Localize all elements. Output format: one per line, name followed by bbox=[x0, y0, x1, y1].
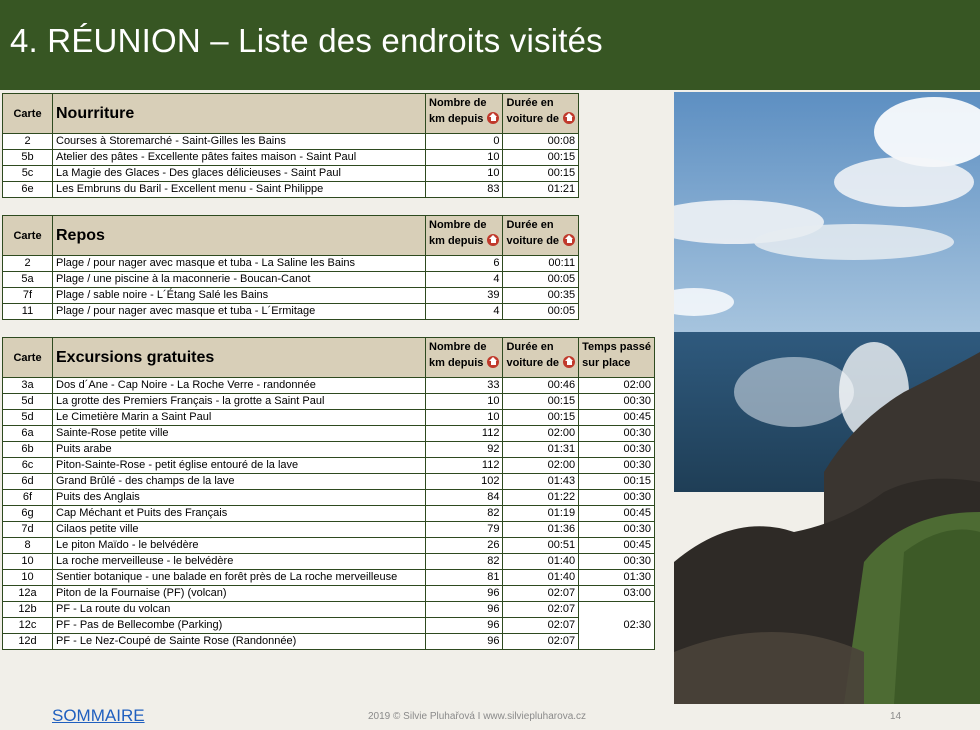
temps-cell: 00:30 bbox=[579, 522, 655, 538]
km-cell: 82 bbox=[426, 506, 503, 522]
carte-cell: 10 bbox=[3, 554, 53, 570]
coast-photo bbox=[674, 92, 980, 704]
description-cell: Dos d´Ane - Cap Noire - La Roche Verre - randonnée bbox=[53, 378, 426, 394]
description-cell: La roche merveilleuse - le belvédère bbox=[53, 554, 426, 570]
duree-cell: 02:07 bbox=[503, 618, 579, 634]
home-icon bbox=[563, 356, 575, 368]
km-cell: 81 bbox=[426, 570, 503, 586]
carte-cell: 6g bbox=[3, 506, 53, 522]
page-number: 14 bbox=[890, 711, 902, 722]
table-row bbox=[3, 426, 655, 442]
km-cell: 10 bbox=[426, 394, 503, 410]
carte-cell: 5d bbox=[3, 394, 53, 410]
description-cell: Courses à Storemarché - Saint-Gilles les Bains bbox=[53, 134, 426, 150]
table-row bbox=[3, 586, 655, 602]
duree-cell: 01:40 bbox=[503, 554, 579, 570]
km-cell: 83 bbox=[426, 182, 503, 198]
col-km: Nombre de km depuis bbox=[426, 338, 503, 378]
duree-cell: 01:21 bbox=[503, 182, 579, 198]
km-cell: 102 bbox=[426, 474, 503, 490]
carte-cell: 3a bbox=[3, 378, 53, 394]
carte-cell: 5c bbox=[3, 166, 53, 182]
description-cell: Plage / pour nager avec masque et tuba - L´Ermitage bbox=[53, 304, 426, 320]
km-cell: 4 bbox=[426, 272, 503, 288]
table-row bbox=[3, 182, 579, 198]
temps-cell: 00:30 bbox=[579, 554, 655, 570]
table-row bbox=[3, 394, 655, 410]
temps-cell: 00:30 bbox=[579, 458, 655, 474]
km-cell: 39 bbox=[426, 288, 503, 304]
home-icon bbox=[487, 112, 499, 124]
km-cell: 33 bbox=[426, 378, 503, 394]
table-excursions bbox=[2, 337, 655, 650]
col-km: Nombre de km depuis bbox=[426, 216, 503, 256]
km-cell: 112 bbox=[426, 426, 503, 442]
duree-cell: 00:11 bbox=[503, 256, 579, 272]
description-cell: Puits arabe bbox=[53, 442, 426, 458]
col-temps: Temps passé sur place bbox=[579, 338, 655, 378]
km-cell: 96 bbox=[426, 634, 503, 650]
col-carte: Carte bbox=[3, 216, 53, 256]
duree-cell: 01:19 bbox=[503, 506, 579, 522]
temps-cell: 02:00 bbox=[579, 378, 655, 394]
description-cell: Sentier botanique - une balade en forêt près de La roche merveilleuse bbox=[53, 570, 426, 586]
carte-cell: 12d bbox=[3, 634, 53, 650]
carte-cell: 5b bbox=[3, 150, 53, 166]
table-header-row bbox=[3, 216, 579, 256]
duree-cell: 00:05 bbox=[503, 304, 579, 320]
home-icon bbox=[563, 234, 575, 246]
table-row bbox=[3, 410, 655, 426]
km-cell: 10 bbox=[426, 150, 503, 166]
description-cell: Le piton Maïdo - le belvédère bbox=[53, 538, 426, 554]
table-header-row bbox=[3, 94, 579, 134]
carte-cell: 6e bbox=[3, 182, 53, 198]
col-duree: Durée en voiture de bbox=[503, 338, 579, 378]
description-cell: Puits des Anglais bbox=[53, 490, 426, 506]
table-row bbox=[3, 506, 655, 522]
description-cell: Grand Brûlé - des champs de la lave bbox=[53, 474, 426, 490]
duree-cell: 02:07 bbox=[503, 586, 579, 602]
home-icon bbox=[487, 234, 499, 246]
table-row bbox=[3, 134, 579, 150]
temps-cell: 03:00 bbox=[579, 586, 655, 602]
temps-cell: 00:45 bbox=[579, 506, 655, 522]
carte-cell: 6f bbox=[3, 490, 53, 506]
carte-cell: 10 bbox=[3, 570, 53, 586]
slide-title: 4. RÉUNION – Liste des endroits visités bbox=[10, 22, 603, 59]
table-row bbox=[3, 474, 655, 490]
category-title: Excursions gratuites bbox=[53, 338, 426, 378]
km-cell: 79 bbox=[426, 522, 503, 538]
description-cell: Plage / pour nager avec masque et tuba - La Saline les Bains bbox=[53, 256, 426, 272]
table-row bbox=[3, 272, 579, 288]
carte-cell: 2 bbox=[3, 134, 53, 150]
table-row bbox=[3, 634, 655, 650]
temps-cell: 00:30 bbox=[579, 490, 655, 506]
description-cell: Plage / une piscine à la maconnerie - Boucan-Canot bbox=[53, 272, 426, 288]
temps-cell: 00:30 bbox=[579, 442, 655, 458]
table-row bbox=[3, 522, 655, 538]
duree-cell: 00:46 bbox=[503, 378, 579, 394]
duree-cell: 01:43 bbox=[503, 474, 579, 490]
duree-cell: 00:35 bbox=[503, 288, 579, 304]
slide-header bbox=[0, 0, 980, 90]
description-cell: Cilaos petite ville bbox=[53, 522, 426, 538]
km-cell: 92 bbox=[426, 442, 503, 458]
duree-cell: 00:15 bbox=[503, 166, 579, 182]
carte-cell: 11 bbox=[3, 304, 53, 320]
temps-cell: 00:30 bbox=[579, 394, 655, 410]
km-cell: 96 bbox=[426, 618, 503, 634]
duree-cell: 01:40 bbox=[503, 570, 579, 586]
carte-cell: 5d bbox=[3, 410, 53, 426]
carte-cell: 7d bbox=[3, 522, 53, 538]
duree-cell: 00:05 bbox=[503, 272, 579, 288]
table-row bbox=[3, 378, 655, 394]
description-cell: PF - La route du volcan bbox=[53, 602, 426, 618]
table-row bbox=[3, 554, 655, 570]
table-row bbox=[3, 166, 579, 182]
table-row bbox=[3, 458, 655, 474]
description-cell: PF - Le Nez-Coupé de Sainte Rose (Randonnée) bbox=[53, 634, 426, 650]
col-duree: Durée en voiture de bbox=[503, 94, 579, 134]
table-row bbox=[3, 490, 655, 506]
sommaire-link[interactable]: SOMMAIRE bbox=[52, 706, 145, 725]
duree-cell: 00:51 bbox=[503, 538, 579, 554]
duree-cell: 02:00 bbox=[503, 426, 579, 442]
carte-cell: 6c bbox=[3, 458, 53, 474]
km-cell: 82 bbox=[426, 554, 503, 570]
carte-cell: 6a bbox=[3, 426, 53, 442]
km-cell: 84 bbox=[426, 490, 503, 506]
description-cell: Plage / sable noire - L´Étang Salé les Bains bbox=[53, 288, 426, 304]
km-cell: 4 bbox=[426, 304, 503, 320]
table-row bbox=[3, 304, 579, 320]
carte-cell: 2 bbox=[3, 256, 53, 272]
duree-cell: 00:15 bbox=[503, 394, 579, 410]
table-row bbox=[3, 442, 655, 458]
carte-cell: 12a bbox=[3, 586, 53, 602]
description-cell: Cap Méchant et Puits des Français bbox=[53, 506, 426, 522]
home-icon bbox=[487, 356, 499, 368]
col-carte: Carte bbox=[3, 94, 53, 134]
table-row bbox=[3, 150, 579, 166]
carte-cell: 5a bbox=[3, 272, 53, 288]
carte-cell: 6b bbox=[3, 442, 53, 458]
description-cell: Sainte-Rose petite ville bbox=[53, 426, 426, 442]
duree-cell: 02:07 bbox=[503, 634, 579, 650]
duree-cell: 01:31 bbox=[503, 442, 579, 458]
home-icon bbox=[563, 112, 575, 124]
category-title: Nourriture bbox=[53, 94, 426, 134]
km-cell: 112 bbox=[426, 458, 503, 474]
table-header-row bbox=[3, 338, 655, 378]
km-cell: 0 bbox=[426, 134, 503, 150]
table-row bbox=[3, 256, 579, 272]
temps-cell: 00:30 bbox=[579, 426, 655, 442]
table-row bbox=[3, 602, 655, 618]
table-row bbox=[3, 288, 579, 304]
carte-cell: 7f bbox=[3, 288, 53, 304]
duree-cell: 00:15 bbox=[503, 150, 579, 166]
table-repos bbox=[2, 215, 579, 320]
temps-cell: 00:45 bbox=[579, 538, 655, 554]
duree-cell: 00:08 bbox=[503, 134, 579, 150]
duree-cell: 02:00 bbox=[503, 458, 579, 474]
description-cell: Le Cimetière Marin a Saint Paul bbox=[53, 410, 426, 426]
description-cell: La Magie des Glaces - Des glaces délicieuses - Saint Paul bbox=[53, 166, 426, 182]
table-row bbox=[3, 618, 655, 634]
duree-cell: 00:15 bbox=[503, 410, 579, 426]
carte-cell: 12c bbox=[3, 618, 53, 634]
km-cell: 96 bbox=[426, 586, 503, 602]
table-row bbox=[3, 570, 655, 586]
description-cell: Atelier des pâtes - Excellente pâtes faites maison - Saint Paul bbox=[53, 150, 426, 166]
km-cell: 6 bbox=[426, 256, 503, 272]
col-km: Nombre de km depuis bbox=[426, 94, 503, 134]
col-duree: Durée en voiture de bbox=[503, 216, 579, 256]
duree-cell: 01:22 bbox=[503, 490, 579, 506]
col-carte: Carte bbox=[3, 338, 53, 378]
temps-cell: 01:30 bbox=[579, 570, 655, 586]
km-cell: 26 bbox=[426, 538, 503, 554]
table-nourriture bbox=[2, 93, 579, 198]
description-cell: La grotte des Premiers Français - la grotte a Saint Paul bbox=[53, 394, 426, 410]
table-row bbox=[3, 538, 655, 554]
temps-cell: 00:45 bbox=[579, 410, 655, 426]
km-cell: 10 bbox=[426, 410, 503, 426]
duree-cell: 02:07 bbox=[503, 602, 579, 618]
temps-cell-merged: 02:30 bbox=[579, 602, 655, 650]
description-cell: PF - Pas de Bellecombe (Parking) bbox=[53, 618, 426, 634]
temps-cell: 00:15 bbox=[579, 474, 655, 490]
km-cell: 10 bbox=[426, 166, 503, 182]
description-cell: Piton de la Fournaise (PF) (volcan) bbox=[53, 586, 426, 602]
carte-cell: 12b bbox=[3, 602, 53, 618]
copyright-text: 2019 © Silvie Pluhařová I www.silviepluharova.cz bbox=[368, 711, 587, 722]
category-title: Repos bbox=[53, 216, 426, 256]
carte-cell: 6d bbox=[3, 474, 53, 490]
description-cell: Piton-Sainte-Rose - petit église entouré de la lave bbox=[53, 458, 426, 474]
duree-cell: 01:36 bbox=[503, 522, 579, 538]
km-cell: 96 bbox=[426, 602, 503, 618]
description-cell: Les Embruns du Baril - Excellent menu - Saint Philippe bbox=[53, 182, 426, 198]
carte-cell: 8 bbox=[3, 538, 53, 554]
